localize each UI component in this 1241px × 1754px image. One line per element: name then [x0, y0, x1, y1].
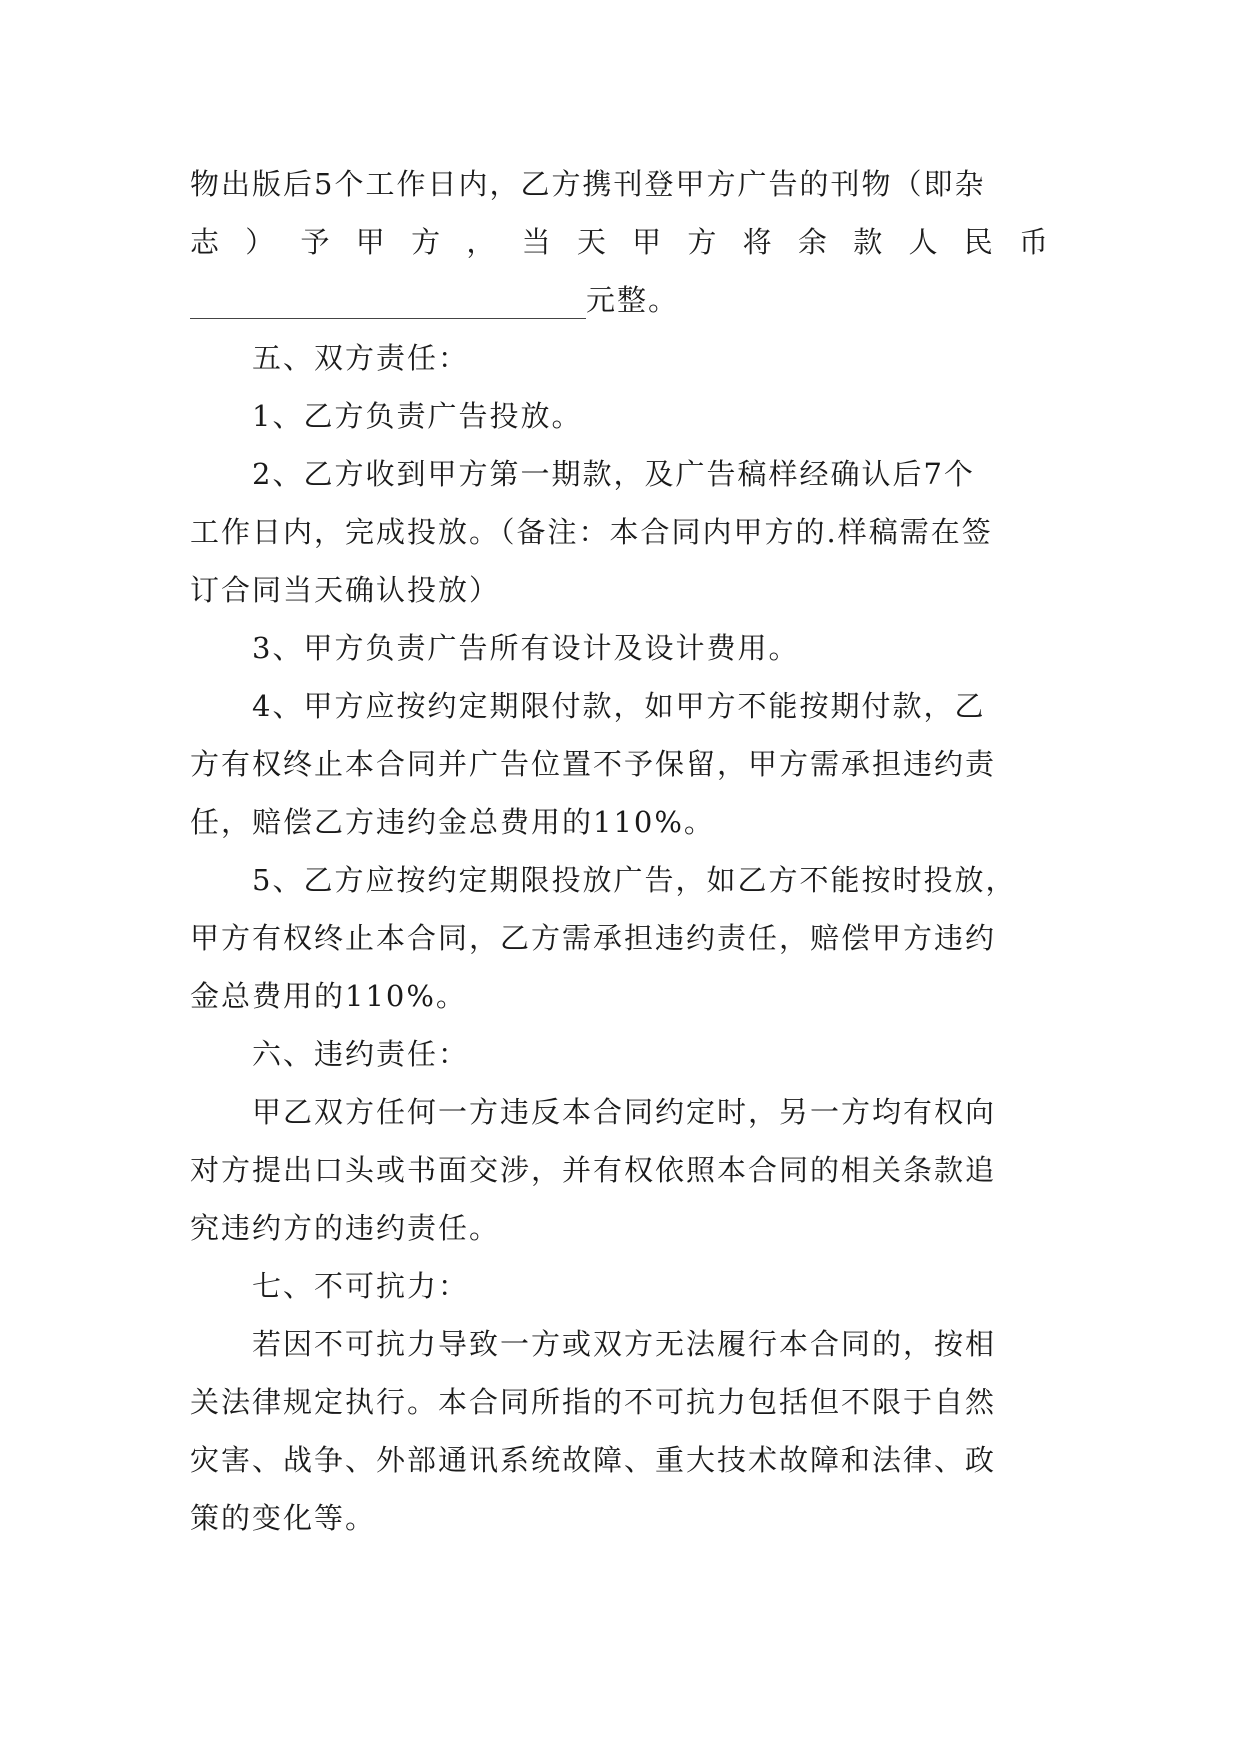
spread-char: 方 [411, 225, 441, 259]
spread-char: 民 [963, 225, 993, 259]
spread-char: 余 [797, 225, 827, 259]
document-body [190, 155, 1048, 1547]
text-line: 4、甲方应按约定期限付款，如甲方不能按期付款，乙 [252, 689, 986, 723]
spread-char: ， [466, 225, 496, 259]
spread-char: 志 [190, 225, 220, 259]
text-line: 对方提出口头或书面交涉，并有权依照本合同的相关条款追 [190, 1153, 997, 1187]
text-line: 2、乙方收到甲方第一期款，及广告稿样经确认后7个 [252, 457, 975, 491]
spread-char: 天 [576, 225, 606, 259]
text-line: 关法律规定执行。本合同所指的不可抗力包括但不限于自然 [190, 1385, 997, 1419]
spread-char: 人 [908, 225, 938, 259]
spread-char: 当 [521, 225, 551, 259]
text-line-spread [190, 213, 1048, 271]
spread-char: ） [245, 225, 275, 259]
spread-char: 予 [300, 225, 330, 259]
text-line: 3、甲方负责广告所有设计及设计费用。 [252, 631, 800, 665]
text-line: 任，赔偿乙方违约金总费用的110%。 [190, 805, 715, 839]
spread-char: 方 [687, 225, 717, 259]
spread-char: 币 [1018, 225, 1048, 259]
spread-char: 甲 [632, 225, 662, 259]
text-line: 工作日内，完成投放。（备注：本合同内甲方的.样稿需在签 [190, 515, 993, 549]
spread-char: 将 [742, 225, 772, 259]
section-heading: 六、违约责任： [252, 1037, 470, 1071]
spread-char: 款 [853, 225, 883, 259]
spread-char: 甲 [355, 225, 385, 259]
text-line: 金总费用的110%。 [190, 979, 467, 1013]
text-line: 若因不可抗力导致一方或双方无法履行本合同的，按相 [252, 1327, 997, 1361]
text-fragment: 元整。 [586, 283, 680, 317]
section-heading: 七、不可抗力： [252, 1269, 470, 1303]
text-line: 甲乙双方任何一方违反本合同约定时，另一方均有权向 [252, 1095, 997, 1129]
text-line-with-blank [190, 271, 1048, 329]
text-line: 方有权终止本合同并广告位置不予保留，甲方需承担违约责 [190, 747, 997, 781]
text-line: 策的变化等。 [190, 1501, 377, 1535]
text-line: 灾害、战争、外部通讯系统故障、重大技术故障和法律、政 [190, 1443, 997, 1477]
text-line: 5、乙方应按约定期限投放广告，如乙方不能按时投放， [252, 863, 1017, 897]
text-line: 物出版后5个工作日内，乙方携刊登甲方广告的刊物（即杂 [190, 167, 986, 201]
text-line: 1、乙方负责广告投放。 [252, 399, 583, 433]
text-line: 订合同当天确认投放） [190, 573, 501, 607]
section-heading: 五、双方责任： [252, 341, 470, 375]
text-line: 甲方有权终止本合同，乙方需承担违约责任，赔偿甲方违约 [190, 921, 997, 955]
fill-in-blank [190, 278, 586, 319]
text-line: 究违约方的违约责任。 [190, 1211, 501, 1245]
